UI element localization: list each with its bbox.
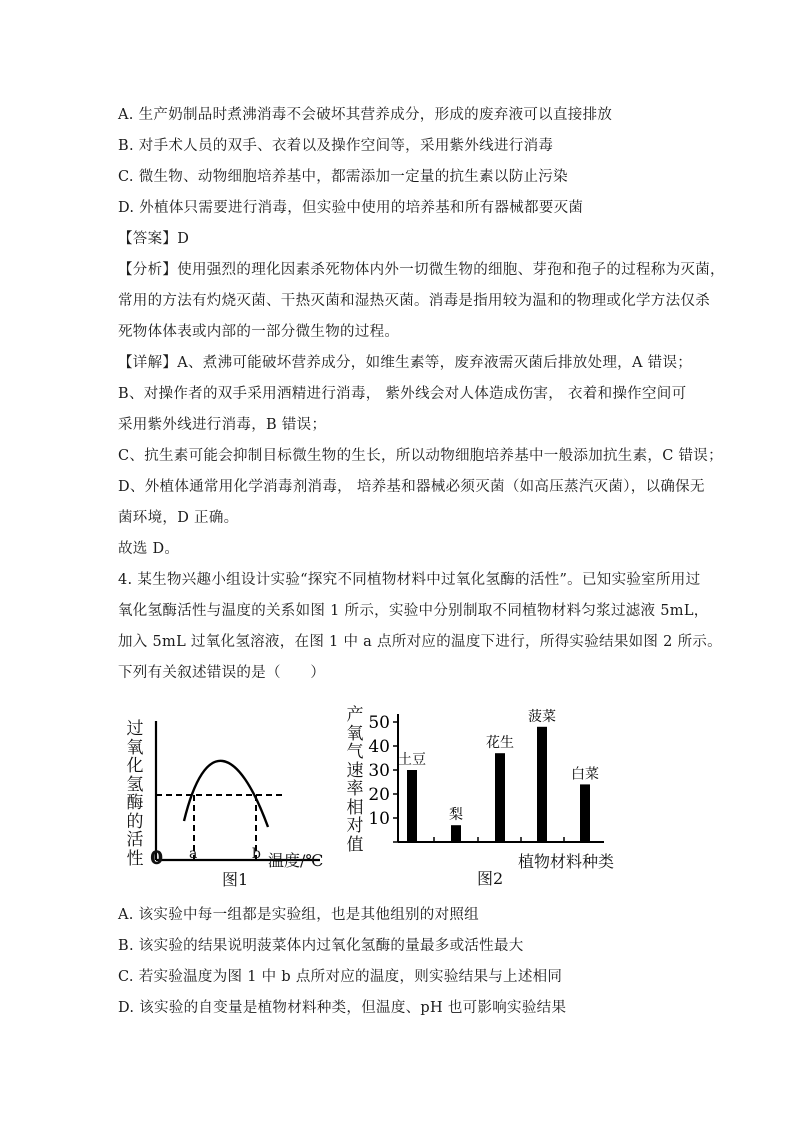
option-a-q4: A. 该实验中每一组都是实验组，也是其他组别的对照组 <box>118 907 479 923</box>
axis-title-char: 速 <box>346 760 364 781</box>
axis-title-char: 相 <box>346 797 364 818</box>
y-tick-label: 40 <box>368 737 390 757</box>
figure1-origin: 0 <box>150 847 164 869</box>
y-tick-label: 10 <box>368 809 390 829</box>
axis-title-char: 过 <box>126 719 144 739</box>
answer-q3: 【答案】D <box>118 231 190 247</box>
axis-title-char: 的 <box>126 811 144 832</box>
option-b-q3: B. 对手术人员的双手、衣着以及操作空间等，采用紫外线进行消毒 <box>118 138 554 154</box>
detail-line-6: 菌环境，D 正确。 <box>118 510 239 526</box>
detail-line-3: 采用紫外线进行消毒，B 错误； <box>118 417 327 433</box>
axis-title-char: 化 <box>126 756 144 776</box>
conclusion-q3: 故选 D。 <box>118 541 180 557</box>
bar-category-label: 梨 <box>449 807 463 824</box>
question4-line-4: 下列有关叙述错误的是（ ） <box>118 665 326 681</box>
detail-line-2: B、对操作者的双手采用酒精进行消毒， 紫外线会对人体造成伤害， 衣着和操作空间可 <box>118 386 687 402</box>
axis-title-char: 活 <box>126 830 144 850</box>
axis-title-char: 率 <box>346 779 364 799</box>
axis-title-char: 对 <box>346 816 364 836</box>
figure2-x-axis-label: 植物材料种类 <box>518 852 615 871</box>
axis-title-char: 气 <box>346 742 364 762</box>
detail-line-5: D、外植体通常用化学消毒剂消毒， 培养基和器械必须灭菌（如高压蒸汽灭菌），以确保无 <box>118 479 705 495</box>
y-tick-label: 50 <box>368 713 390 733</box>
bar-1 <box>451 825 461 842</box>
figure1-x-axis-label: 温度/℃ <box>268 851 324 870</box>
bar-category-label: 白菜 <box>571 766 599 783</box>
option-d-q4: D. 该实验的自变量是植物材料种类，但温度、pH 也可影响实验结果 <box>118 1000 567 1016</box>
question4-line-1: 4. 某生物兴趣小组设计实验“探究不同植物材料中过氧化氢酶的活性”。已知实验室所用过 <box>118 572 701 588</box>
y-tick-label: 30 <box>368 761 390 781</box>
figure1 <box>120 715 330 889</box>
figure1-point-a: a <box>189 846 198 862</box>
option-c-q4: C. 若实验温度为图 1 中 b 点所对应的温度，则实验结果与上述相同 <box>118 969 563 985</box>
analysis-line-2: 常用的方法有灼烧灭菌、干热灭菌和湿热灭菌。消毒是指用较为温和的物理或化学方法仅杀 <box>118 293 710 309</box>
question4-line-3: 加入 5mL 过氧化氢溶液，在图 1 中 a 点所对应的温度下进行，所得实验结果如图 2 所示。 <box>118 634 722 650</box>
option-c-q3: C. 微生物、动物细胞培养基中，都需添加一定量的抗生素以防止污染 <box>118 169 568 185</box>
bar-0 <box>407 770 417 842</box>
bar-category-label: 花生 <box>486 735 514 752</box>
bar-category-label: 土豆 <box>398 752 426 768</box>
y-tick-label: 20 <box>368 785 390 805</box>
bar-4 <box>580 784 590 842</box>
option-d-q3: D. 外植体只需要进行消毒，但实验中使用的培养基和所有器械都要灭菌 <box>118 200 584 216</box>
analysis-line-3: 死物体体表或内部的一部分微生物的过程。 <box>118 324 400 340</box>
detail-line-1: 【详解】A、煮沸可能破坏营养成分，如维生素等，废弃液需灭菌后排放处理，A 错误； <box>118 355 693 371</box>
option-a-q3: A. 生产奶制品时煮沸消毒不会破坏其营养成分，形成的废弃液可以直接排放 <box>118 107 613 123</box>
axis-title-char: 性 <box>126 848 144 869</box>
bar-2 <box>495 753 505 842</box>
bar-3 <box>537 727 547 842</box>
axis-title-char: 产 <box>346 705 364 725</box>
bar-category-label: 菠菜 <box>528 708 556 725</box>
option-b-q4: B. 该实验的结果说明菠菜体内过氧化氢酶的量最多或活性最大 <box>118 938 524 954</box>
axis-title-char: 氧 <box>126 737 144 758</box>
axis-title-char: 值 <box>346 834 364 855</box>
axis-title-char: 氢 <box>126 774 144 795</box>
axis-title-char: 酶 <box>126 793 144 813</box>
analysis-line-1: 【分析】使用强烈的理化因素杀死物体内外一切微生物的细胞、芽孢和孢子的过程称为灭菌， <box>118 262 725 278</box>
figure1-caption: 图1 <box>222 870 249 889</box>
question4-line-2: 氧化氢酶活性与温度的关系如图 1 所示，实验中分别制取不同植物材料匀浆过滤液 5mL， <box>118 603 709 619</box>
figure1-point-b: b <box>252 846 261 862</box>
axis-title-char: 氧 <box>346 723 364 744</box>
detail-line-4: C、抗生素可能会抑制目标微生物的生长，所以动物细胞培养基中一般添加抗生素，C 错误； <box>118 448 723 464</box>
figure2-caption: 图2 <box>477 869 504 888</box>
figure2 <box>340 702 630 887</box>
